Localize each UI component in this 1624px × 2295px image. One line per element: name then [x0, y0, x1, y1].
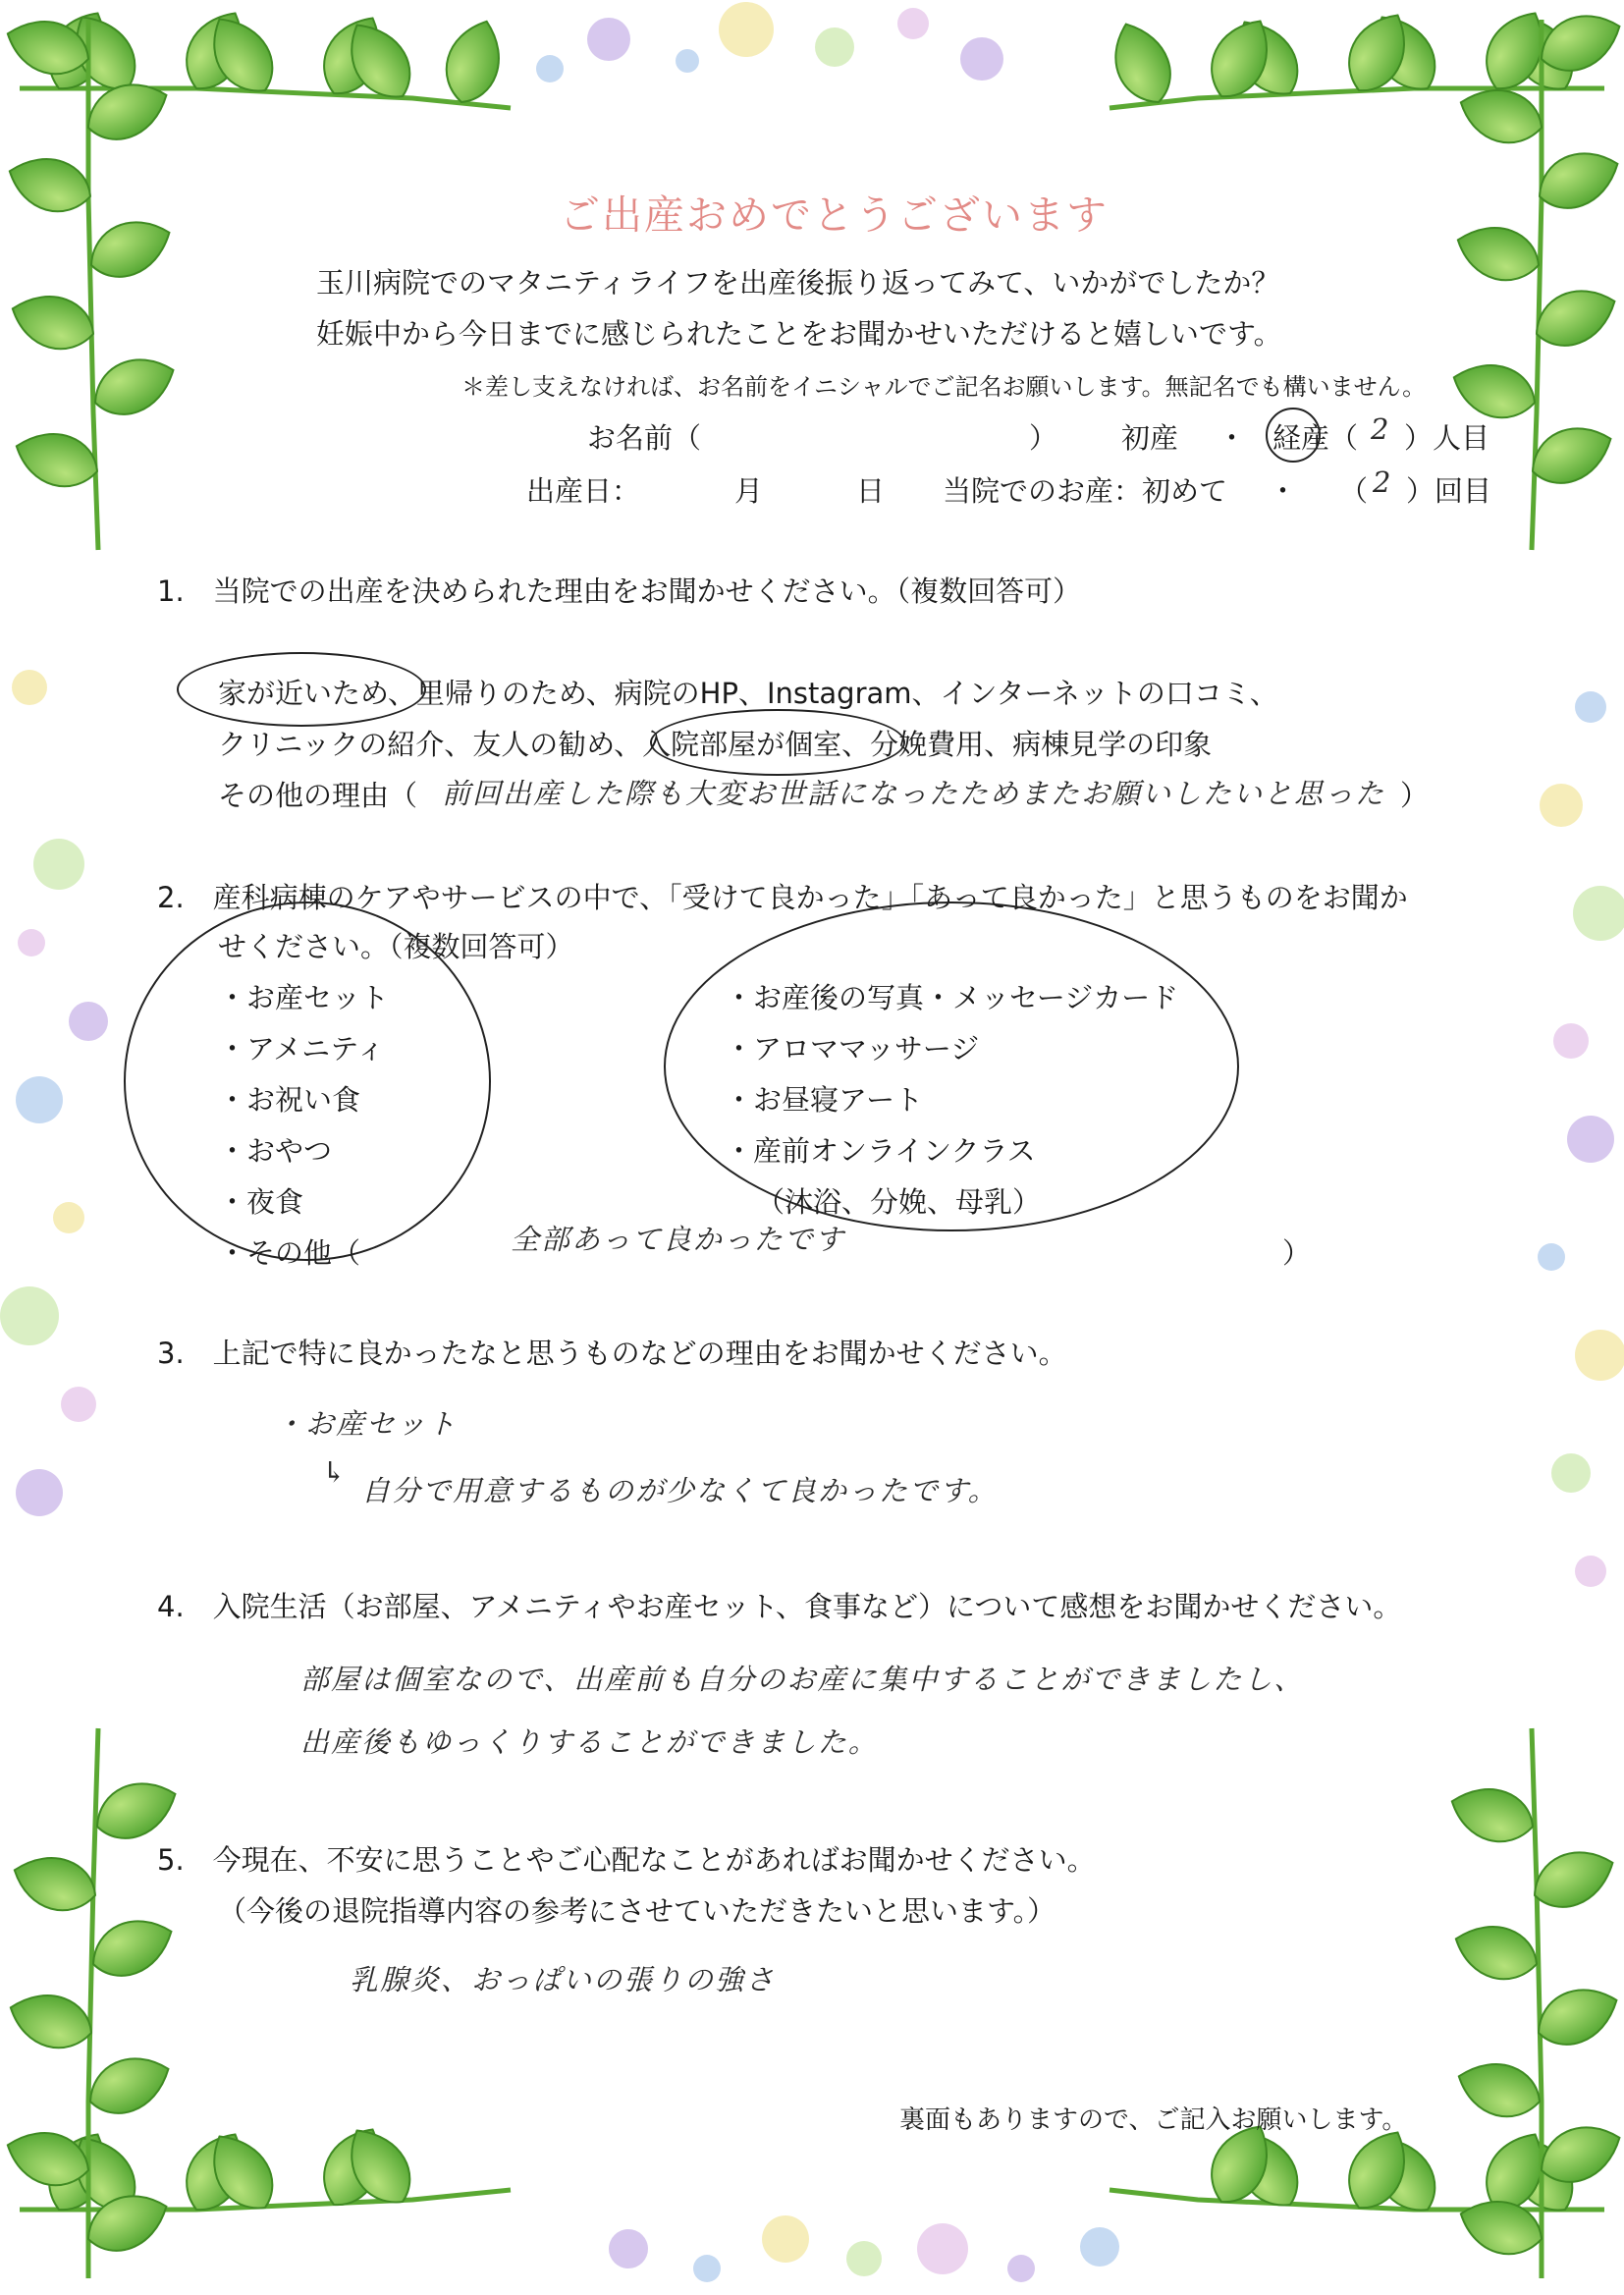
q1-other-close: ）	[1400, 779, 1430, 812]
decor-dot	[1575, 691, 1606, 723]
q2-left-circle-mark	[124, 902, 491, 1261]
leaf-icon	[1447, 1914, 1544, 1991]
leaf-icon	[1530, 141, 1624, 218]
q2-other-close: ）	[1282, 1236, 1312, 1270]
q2-option-amenity[interactable]: ・アメニティ	[218, 1032, 385, 1066]
decor-dot	[61, 1387, 96, 1422]
q2-option-snack[interactable]: ・おやつ	[218, 1134, 333, 1168]
decor-dot	[676, 49, 699, 73]
q1-near-home-circle-mark	[177, 652, 426, 727]
leaf-icon	[8, 421, 105, 498]
q2-right-circle-mark	[664, 902, 1239, 1231]
decor-dot	[1575, 1556, 1606, 1587]
question-5: 5. 今現在、不安に思うことやご心配なことがあればお聞かせください。	[157, 1843, 1096, 1877]
question-2: 2. 産科病棟のケアやサービスの中で、「受けて良かった」「あって良かった」と思うものをお聞か	[157, 881, 1408, 914]
month-label: 月	[734, 474, 764, 508]
leaf-icon	[81, 2047, 178, 2123]
leaf-icon	[1104, 15, 1180, 112]
q2-option-photo-card[interactable]: ・お産後の写真・メッセージカード	[725, 981, 1179, 1014]
hospital-birth-label: 当院でのお産：初めて	[943, 474, 1228, 508]
times-open: （	[1339, 474, 1369, 508]
page-title: ご出産おめでとうございます	[560, 191, 1109, 239]
first-birth-option[interactable]: 初産	[1121, 421, 1179, 455]
decor-dot	[1573, 886, 1624, 941]
decor-dot	[609, 2229, 648, 2268]
birthdate-label: 出産日：	[526, 474, 641, 508]
leaf-icon	[1450, 2051, 1547, 2128]
name-label: お名前（	[587, 421, 702, 455]
leaf-icon	[435, 13, 512, 110]
second-birth-option[interactable]: 経産（	[1272, 421, 1359, 455]
decor-dot	[719, 2, 774, 57]
q3-answer-line-1[interactable]: ・お産セット	[275, 1407, 459, 1441]
decor-dot	[846, 2241, 882, 2276]
decor-dot	[1080, 2227, 1119, 2267]
decor-dot	[815, 27, 854, 67]
decor-dot	[69, 1002, 108, 1041]
leaf-icon	[2, 1983, 99, 2059]
intro-line-1: 玉川病院でのマタニティライフを出産後振り返ってみて、いかがでしたか？	[316, 266, 1280, 300]
option-separator: ・	[1218, 421, 1247, 455]
q1-options-line-1: 家が近いため、里帰りのため、病院のHP、Instagram、インターネットの口コミ、	[218, 677, 1278, 710]
children-count[interactable]: 2	[1371, 412, 1391, 446]
decor-dot	[33, 839, 84, 890]
q2-other-answer[interactable]: 全部あって良かったです	[511, 1223, 845, 1256]
q2-option-online-class[interactable]: ・産前オンラインクラス	[725, 1134, 1036, 1168]
question-2-cont: せください。（複数回答可）	[218, 930, 574, 963]
decor-dot	[1553, 1023, 1589, 1059]
leaf-icon	[1529, 1978, 1624, 2054]
q3-answer-line-2[interactable]: 自分で用意するものが少なくて良かったです。	[361, 1474, 999, 1507]
leaf-icon	[83, 1909, 181, 1986]
q1-other-label: その他の理由（	[218, 779, 418, 812]
q2-option-birth-set[interactable]: ・お産セット	[218, 981, 390, 1014]
decor-dot	[12, 670, 47, 705]
decor-dot	[1551, 1453, 1591, 1493]
q4-answer-line-1[interactable]: 部屋は個室なので、出産前も自分のお産に集中することができましたし、	[300, 1663, 1305, 1696]
decor-dot	[587, 18, 630, 61]
q1-option-near-home[interactable]: 家が近いため	[218, 677, 388, 710]
decor-dot	[960, 37, 1003, 81]
question-3: 3. 上記で特に良かったなと思うものなどの理由をお聞かせください。	[157, 1337, 1067, 1370]
decor-dot	[897, 8, 929, 39]
decor-dot	[1575, 1330, 1624, 1381]
q1-other-answer[interactable]: 前回出産した際も大変お世話になったためまたお願いしたいと思った	[442, 777, 1386, 810]
q1-options-line-2: クリニックの紹介、友人の勧め、入院部屋が個室、分娩費用、病棟見学の印象	[218, 728, 1213, 761]
intro-line-2: 妊娠中から今日までに感じられたことをお聞かせいただけると嬉しいです。	[316, 317, 1282, 351]
question-1: 1. 当院での出産を決められた理由をお聞かせください。（複数回答可）	[157, 574, 1082, 608]
q1-option-private-room[interactable]: 入院部屋が個室	[642, 728, 842, 761]
times-suffix: ）回目	[1406, 474, 1492, 508]
decor-dot	[536, 55, 564, 82]
leaf-icon	[85, 348, 183, 424]
leaf-icon	[1443, 1776, 1541, 1853]
q2-option-aroma-massage[interactable]: ・アロママッサージ	[725, 1032, 980, 1066]
initials-note: ＊差し支えなければ、お名前をイニシャルでご記名お願いします。無記名でも構いません。	[461, 373, 1427, 401]
question-5-subtext: （今後の退院指導内容の参考にさせていただきたいと思います。）	[218, 1894, 1056, 1928]
leaf-icon	[6, 1845, 103, 1922]
decor-dot	[53, 1202, 84, 1233]
leaf-icon	[87, 1772, 185, 1848]
name-close: ）	[1029, 421, 1058, 455]
q2-option-other[interactable]: ・その他（	[218, 1236, 361, 1270]
q2-option-celebration-meal[interactable]: ・お祝い食	[218, 1083, 361, 1117]
leaf-icon	[1525, 1840, 1622, 1917]
decor-dot	[1538, 1243, 1565, 1271]
decor-dot	[762, 2215, 809, 2263]
leaf-icon	[81, 210, 179, 287]
name-field[interactable]	[725, 416, 1019, 452]
decor-dot	[18, 929, 45, 956]
decor-dot	[1540, 784, 1583, 827]
leaf-icon	[1, 146, 98, 223]
decor-dot	[693, 2255, 721, 2282]
arrow-icon: ↳	[322, 1455, 349, 1489]
decor-dot	[16, 1076, 63, 1123]
q4-answer-line-2[interactable]: 出産後もゆっくりすることができました。	[300, 1725, 879, 1759]
second-birth-circle-mark	[1266, 408, 1321, 463]
q1-private-room-circle-mark	[650, 709, 905, 776]
q2-online-class-topics: （沐浴、分娩、母乳）	[756, 1185, 1042, 1219]
q2-option-nap-art[interactable]: ・お昼寝アート	[725, 1083, 924, 1117]
day-label: 日	[856, 474, 886, 508]
decor-dot	[1007, 2255, 1035, 2282]
back-side-note: 裏面もありますので、ご記入お願いします。	[899, 2105, 1408, 2135]
children-suffix: ）人目	[1404, 421, 1490, 455]
option-separator: ・	[1269, 474, 1298, 508]
q2-option-night-meal[interactable]: ・夜食	[218, 1185, 304, 1219]
decor-dot	[917, 2223, 968, 2274]
times-count[interactable]: 2	[1373, 465, 1393, 499]
q5-answer[interactable]: 乳腺炎、おっぱいの張りの強さ	[350, 1963, 777, 1996]
leaf-icon	[1449, 215, 1546, 292]
question-4: 4. 入院生活（お部屋、アメニティやお産セット、食事など）について感想をお聞かせください。	[157, 1590, 1402, 1623]
decor-dot	[1567, 1116, 1614, 1163]
decor-dot	[16, 1469, 63, 1516]
decor-dot	[0, 1286, 59, 1345]
leaf-icon	[4, 284, 101, 360]
